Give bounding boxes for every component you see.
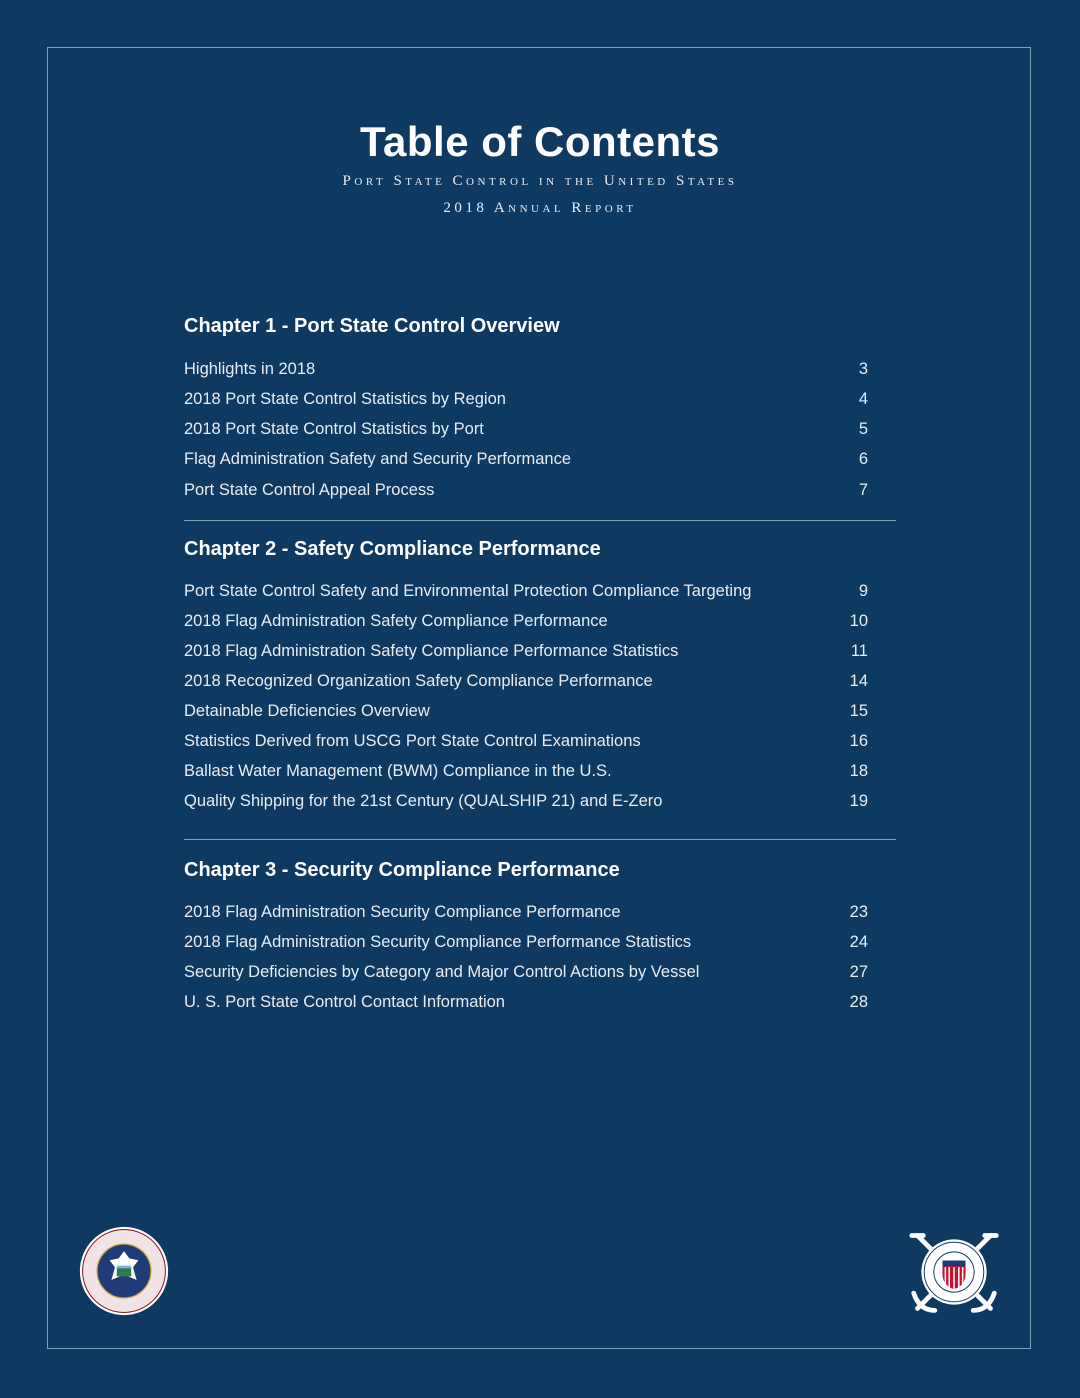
toc-entry-label: Detainable Deficiencies Overview [184, 702, 430, 720]
toc-entry-label: Statistics Derived from USCG Port State Control Examinations [184, 732, 641, 750]
toc-entry[interactable] [184, 612, 868, 636]
toc-entry[interactable] [184, 762, 868, 786]
toc-entry[interactable] [184, 672, 868, 696]
toc-entry-label: 2018 Recognized Organization Safety Compliance Performance [184, 672, 653, 690]
toc-entry-page: 5 [858, 420, 868, 438]
toc-entry[interactable] [184, 933, 868, 957]
toc-entry-page: 11 [850, 642, 868, 660]
toc-entry[interactable] [184, 903, 868, 927]
page-border [47, 47, 1031, 1349]
toc-entry-label: Flag Administration Safety and Security Performance [184, 450, 572, 468]
toc-entry[interactable] [184, 481, 868, 505]
toc-entry[interactable] [184, 732, 868, 756]
toc-entry[interactable] [184, 702, 868, 726]
toc-entry-label: 2018 Flag Administration Security Compliance Performance [184, 903, 621, 921]
chapter-3-heading: Chapter 3 - Security Compliance Performance [184, 859, 620, 881]
toc-entry-label: Port State Control Safety and Environmental Protection Compliance Targeting [184, 582, 752, 600]
toc-entry-page: 18 [849, 762, 868, 780]
toc-entry-page: 10 [849, 612, 868, 630]
toc-entry[interactable] [184, 993, 868, 1017]
toc-entry-page: 27 [849, 963, 868, 981]
toc-entry-page: 16 [849, 732, 868, 750]
toc-entry-label: 2018 Flag Administration Security Compliance Performance Statistics [184, 933, 692, 951]
page-title: Table of Contents [359, 118, 721, 165]
toc-entry-label: Port State Control Appeal Process [184, 481, 435, 499]
report-year-subtitle: 2018 Annual Report [443, 200, 637, 216]
toc-entry-page: 6 [858, 450, 868, 468]
toc-entry-page: 23 [849, 903, 868, 921]
toc-entry-label: Highlights in 2018 [184, 360, 316, 378]
toc-entry[interactable] [184, 792, 868, 816]
toc-entry-label: 2018 Port State Control Statistics by Region [184, 390, 506, 408]
toc-entry[interactable] [184, 642, 868, 666]
uscg-seal-logo [906, 1224, 1002, 1320]
chapter-1-heading: Chapter 1 - Port State Control Overview [184, 315, 560, 337]
toc-entry-page: 28 [849, 993, 868, 1011]
toc-entry[interactable] [184, 390, 868, 414]
toc-entry-page: 9 [858, 582, 868, 600]
toc-entry[interactable] [184, 450, 868, 474]
toc-entry-page: 19 [849, 792, 868, 810]
toc-entry-label: 2018 Port State Control Statistics by Port [184, 420, 484, 438]
toc-entry-label: Security Deficiencies by Category and Major Control Actions by Vessel [184, 963, 700, 981]
chapter-divider [184, 839, 896, 840]
toc-entry-label: 2018 Flag Administration Safety Compliance Performance Statistics [184, 642, 679, 660]
chapter-divider [184, 520, 896, 521]
toc-entry-page: 15 [849, 702, 868, 720]
toc-entry-page: 14 [849, 672, 868, 690]
toc-entry[interactable] [184, 582, 868, 606]
toc-entry[interactable] [184, 360, 868, 384]
chapter-2-heading: Chapter 2 - Safety Compliance Performance [184, 538, 601, 560]
toc-entry-page: 4 [858, 390, 868, 408]
report-subtitle: Port State Control in the United States [342, 173, 738, 189]
toc-entry-page: 24 [849, 933, 868, 951]
toc-entry-label: Ballast Water Management (BWM) Compliance in the U.S. [184, 762, 612, 780]
toc-entry[interactable] [184, 420, 868, 444]
toc-entry-label: 2018 Flag Administration Safety Compliance Performance [184, 612, 608, 630]
toc-entry-label: U. S. Port State Control Contact Information [184, 993, 505, 1011]
toc-entry[interactable] [184, 963, 868, 987]
toc-entry-page: 7 [858, 481, 868, 499]
dhs-seal-logo [79, 1226, 169, 1316]
toc-entry-label: Quality Shipping for the 21st Century (QUALSHIP 21) and E-Zero [184, 792, 663, 810]
toc-entry-page: 3 [858, 360, 868, 378]
